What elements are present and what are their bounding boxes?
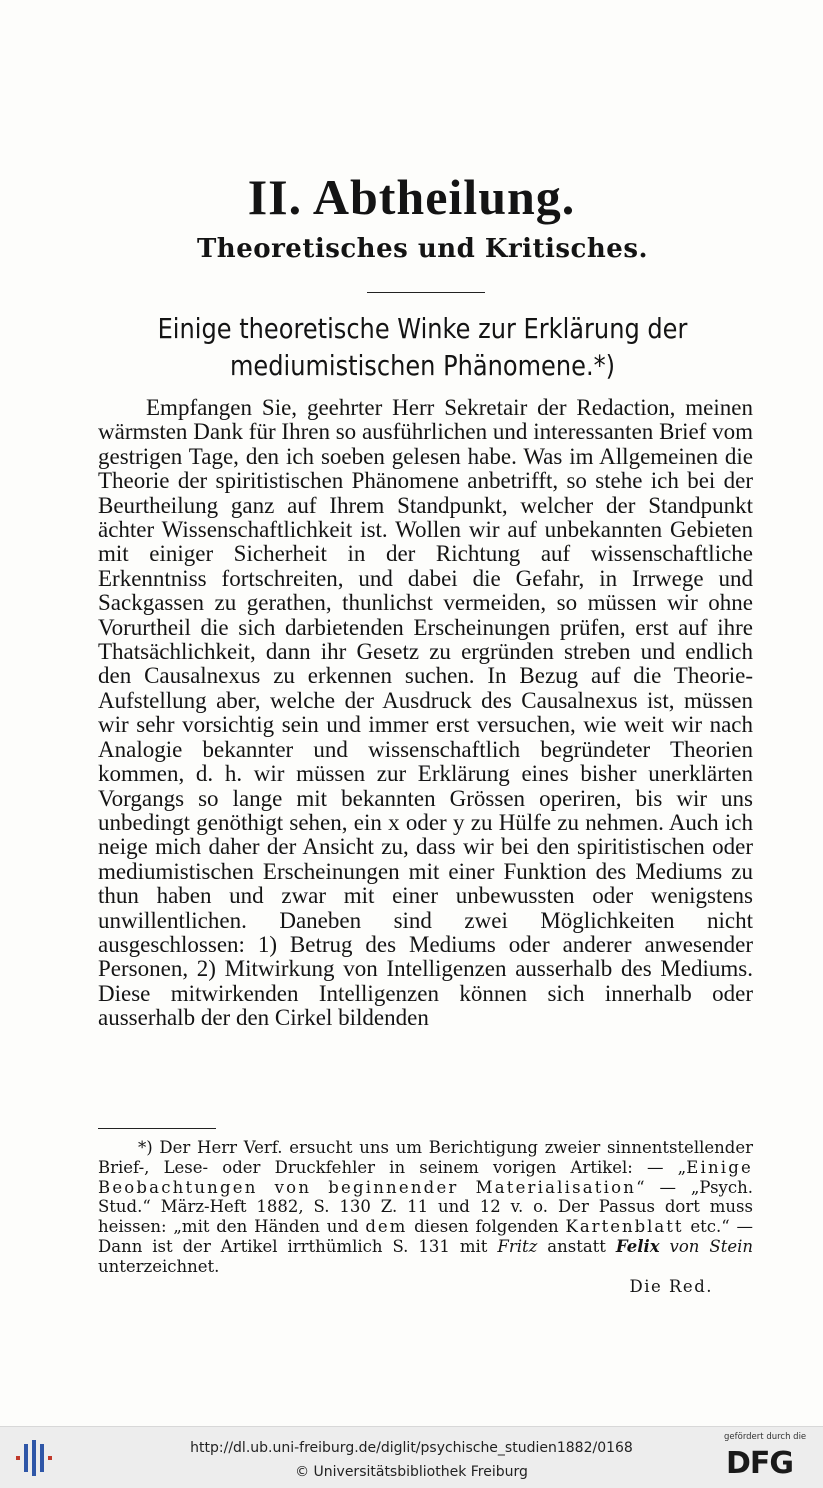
footnote [98, 1138, 753, 1277]
dfg-logo[interactable]: DFG [726, 1446, 794, 1481]
article-body: Empfangen Sie, geehrter Herr Sekretair der Redaction, meinen wärmsten Dank für Ihren so ausführlichen und interessanten Brief vom gestrigen Tage, den ich soeben gelesen habe. Was im Allgemeinen die Theorie der spiritistischen Phänomene anbetrifft, so stehe ich bei der Beurtheilung ganz auf Ihrem Standpunkt, welcher der Standpunkt ächter Wissenschaftlichkeit ist. Wollen wir auf unbekannten Gebieten mit einiger Sicherheit in der Richtung auf wissenschaftliche Erkenntniss fortschreiten, und dabei die Gefahr, in Irrwege und Sackgassen zu gerathen, thunlichst vermeiden, so müssen wir ohne Vorurtheil die sich darbietenden Erscheinungen prüfen, erst auf ihre Thatsächlichkeit, dann ihr Gesetz zu ergründen streben und endlich den Causalnexus zu erkennen suchen. In Bezug auf die Theorie-Aufstellung aber, welche der Ausdruck des Causalnexus ist, müssen wir sehr vorsichtig sein und immer erst versuchen, wie weit wir nach Analogie bekannter und wissenschaftlich begründeter Theorien kommen, d. h. wir müssen zur Erklärung eines bisher unerklärten Vorgangs so lange mit bekannten Grössen operiren, bis wir uns unbedingt genöthigt sehen, ein x oder y zu Hülfe zu nehmen. Auch ich neige mich daher der Ansicht zu, dass wir bei den spiritistischen oder mediumistischen Erscheinungen mit einer Funktion des Mediums zu thun haben und zwar mit einer unbewussten oder wenigstens unwillentlichen. Daneben sind zwei Möglichkeiten nicht ausgeschlossen: 1) Betrug des Mediums oder anderer anwesender Personen, 2) Mitwirkung von Intelligenzen ausserhalb des Mediums. Diese mitwirkenden Intelligenzen können sich innerhalb oder ausserhalb der den Cirkel bildenden [98, 395, 753, 1031]
footnote-text: etc.“ — Dann ist der Artikel irrthümlich S. 131 mit [98, 1217, 753, 1256]
section-subtitle: Theoretisches und Kritisches. [196, 234, 649, 264]
title-divider [367, 292, 485, 293]
footnote-text: “ — „Psych. Stud.“ März-Heft 1882, S. 130 Z. 11 und 12 v. o. Der Passus dort muss heissen: „mit den Händen und [98, 1177, 753, 1237]
article-title-line-1: Einige theoretische Winke zur Erklärung der [157, 312, 688, 345]
footnote-divider [98, 1128, 216, 1129]
footnote-name-wrong: Fritz [497, 1236, 538, 1256]
article-title-line-2: mediumistischen Phänomene.*) [229, 349, 616, 382]
footnote-spaced-word: Kartenblatt [565, 1217, 684, 1237]
editor-signature: Die Red. [629, 1277, 713, 1296]
footnote-name-right-rest: von Stein [659, 1236, 754, 1256]
footnote-spaced-word: dem [365, 1217, 408, 1237]
copyright-notice: © Universitätsbibliothek Freiburg [295, 1464, 528, 1480]
footnote-text: diesen folgenden [407, 1217, 566, 1237]
dfg-caption: gefördert durch die [724, 1432, 807, 1442]
footnote-text: *) Der Herr Verf. ersucht uns um Berichtigung zweier sinnentstellender Brief-, Lese- oder Druckfehler in seinem vorigen Artikel: — „ [98, 1138, 753, 1177]
footnote-text: anstatt [537, 1236, 616, 1256]
footnote-name-right-first: Felix [615, 1236, 660, 1256]
footnote-spaced-title: Einige Beobachtungen von beginnender Materialisation [98, 1157, 753, 1197]
section-title: II. Abtheilung. [247, 169, 576, 225]
page-url-link[interactable]: http://dl.ub.uni-freiburg.de/diglit/psychische_studien1882/0168 [190, 1440, 633, 1456]
footnote-text: unterzeichnet. [98, 1256, 220, 1276]
